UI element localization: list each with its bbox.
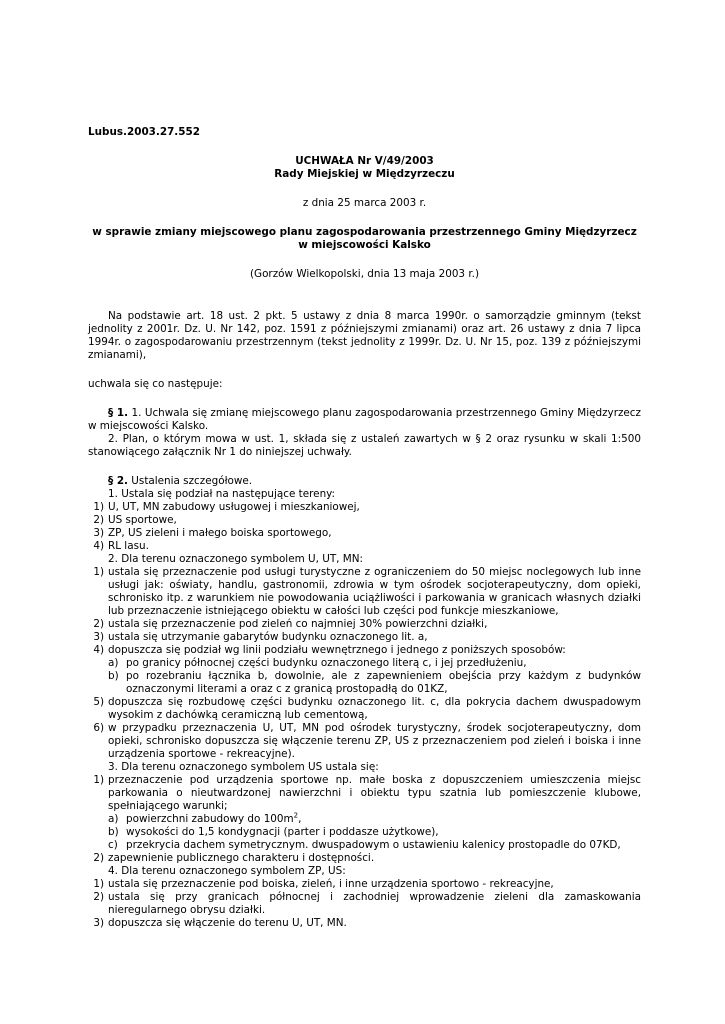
s2-u4: 4. Dla terenu oznaczonego symbolem ZP, US: bbox=[108, 865, 346, 877]
doc-title: UCHWAŁA Nr V/49/2003 bbox=[295, 155, 434, 167]
item-number: 3) bbox=[93, 917, 104, 929]
s2-u1: 1. Ustala się podział na następujące tereny: bbox=[108, 488, 336, 500]
list-subitem bbox=[88, 813, 641, 826]
item-number: 1) bbox=[93, 774, 104, 786]
list-subitem bbox=[88, 826, 641, 839]
list-item bbox=[88, 618, 641, 631]
list-item bbox=[88, 514, 641, 527]
section-1-mark: § 1. bbox=[108, 407, 129, 419]
item-text: w przypadku przeznaczenia U, UT, MN pod ośrodek turystyczny, środek socjoterapeutyczny, dom opieki, schronisko dopuszcza się włączenie terenu ZP, US z przeznaczeniem pod zieleń i boiska i inne urządzenia sportowe - rekreacyjne). bbox=[108, 722, 641, 760]
comma: , bbox=[298, 813, 302, 825]
item-number: 1) bbox=[93, 566, 104, 578]
section-1-p1 bbox=[88, 407, 641, 433]
item-number: 1) bbox=[93, 501, 104, 513]
item-letter: b) bbox=[108, 670, 119, 682]
item-text: po granicy północnej części budynku oznaczonego literą c, i jej przedłużeniu, bbox=[126, 657, 527, 669]
document-page bbox=[88, 126, 641, 930]
section-2-intro bbox=[88, 475, 641, 488]
list-item bbox=[88, 527, 641, 540]
list-item bbox=[88, 540, 641, 553]
item-text: po rozebraniu łącznika b, dowolnie, ale z zapewnieniem obejścia przy każdym z budynków oznaczonymi literami a oraz c z granicą prostopadłą do 01KZ, bbox=[126, 670, 641, 695]
superscript: 2 bbox=[293, 811, 299, 820]
list-item bbox=[88, 917, 641, 930]
s2-u2: 2. Dla terenu oznaczonego symbolem U, UT, MN: bbox=[108, 553, 364, 565]
section-1-p1-text: 1. Uchwala się zmianę miejscowego planu zagospodarowania przestrzennego Gminy Międzyrzecz w miejscowości Kalsko. bbox=[88, 407, 641, 432]
item-number: 6) bbox=[93, 722, 104, 734]
item-letter: b) bbox=[108, 826, 119, 838]
item-letter: c) bbox=[108, 839, 118, 851]
item-text: zapewnienie publicznego charakteru i dostępności. bbox=[108, 852, 375, 864]
resolves: uchwala się co następuje: bbox=[88, 378, 223, 390]
doc-council: Rady Miejskiej w Międzyrzeczu bbox=[274, 168, 455, 180]
list-subitem bbox=[88, 657, 641, 670]
list-item bbox=[88, 696, 641, 722]
item-number: 2) bbox=[93, 514, 104, 526]
list-item bbox=[88, 774, 641, 813]
section-2-intro-text: Ustalenia szczegółowe. bbox=[128, 475, 253, 487]
item-text: ustala się przeznaczenie pod zieleń co najmniej 30% powierzchni działki, bbox=[108, 618, 488, 630]
list-item bbox=[88, 566, 641, 618]
item-text: przeznaczenie pod urządzenia sportowe np. małe boska z dopuszczeniem umieszczenia miejsc parkowania o nieutwardzonej nawierzchni i obiektu typu szatnia lub pomieszczenie klubowe, spełniającego warunki; bbox=[108, 774, 641, 812]
list-item bbox=[88, 878, 641, 891]
item-number: 4) bbox=[93, 644, 104, 656]
list-subitem bbox=[88, 670, 641, 696]
item-text: ustala się przy granicach północnej i zachodniej wprowadzenie zieleni dla zamaskowania nieregularnego obrysu działki. bbox=[108, 891, 641, 916]
list-item bbox=[88, 852, 641, 865]
section-1-p2: 2. Plan, o którym mowa w ust. 1, składa się z ustaleń zawartych w § 2 oraz rysunku w skali 1:500 stanowiącego załącznik Nr 1 do niniejszej uchwały. bbox=[88, 433, 641, 458]
item-number: 5) bbox=[93, 696, 104, 708]
item-number: 2) bbox=[93, 618, 104, 630]
list-item bbox=[88, 891, 641, 917]
doc-date: z dnia 25 marca 2003 r. bbox=[302, 197, 427, 209]
item-text: przekrycia dachem symetrycznym. dwuspadowym o ustawieniu kalenicy prostopadle do 07KD, bbox=[126, 839, 621, 851]
doc-ref: Lubus.2003.27.552 bbox=[88, 126, 200, 138]
item-text: RL lasu. bbox=[108, 540, 149, 552]
item-text: powierzchni zabudowy do 100m bbox=[126, 813, 294, 825]
item-text: dopuszcza się rozbudowę części budynku oznaczonego lit. c, dla pokrycia dachem dwuspadowym wysokim z dachówką ceramiczną lub cementową, bbox=[108, 696, 641, 721]
item-number: 2) bbox=[93, 852, 104, 864]
doc-publication: (Gorzów Wielkopolski, dnia 13 maja 2003 r.) bbox=[249, 268, 480, 280]
item-number: 1) bbox=[93, 878, 104, 890]
list-item bbox=[88, 644, 641, 657]
list-item bbox=[88, 501, 641, 514]
item-letter: a) bbox=[108, 657, 119, 669]
item-letter: a) bbox=[108, 813, 119, 825]
item-text: dopuszcza się włączenie do terenu U, UT, MN. bbox=[108, 917, 347, 929]
doc-subject: w sprawie zmiany miejscowego planu zagospodarowania przestrzennego Gminy Międzyrzecz w miejscowości Kalsko bbox=[92, 226, 637, 251]
item-text: US sportowe, bbox=[108, 514, 177, 526]
item-text: wysokości do 1,5 kondygnacji (parter i poddasze użytkowe), bbox=[126, 826, 439, 838]
list-item bbox=[88, 722, 641, 761]
item-text: ustala się utrzymanie gabarytów budynku oznaczonego lit. a, bbox=[108, 631, 428, 643]
item-text: dopuszcza się podział wg linii podziału wewnętrznego i jednego z poniższych sposobów: bbox=[108, 644, 566, 656]
item-number: 3) bbox=[93, 527, 104, 539]
list-subitem bbox=[88, 839, 641, 852]
item-text: ustala się przeznaczenie pod boiska, zieleń, i inne urządzenia sportowo - rekreacyjne, bbox=[108, 878, 554, 890]
item-text: ZP, US zieleni i małego boiska sportowego, bbox=[108, 527, 332, 539]
item-text: U, UT, MN zabudowy usługowej i mieszkaniowej, bbox=[108, 501, 360, 513]
preamble: Na podstawie art. 18 ust. 2 pkt. 5 ustawy z dnia 8 marca 1990r. o samorządzie gminnym (tekst jednolity z 2001r. Dz. U. Nr 142, poz. 1591 z późniejszymi zmianami) oraz art. 26 ustawy z dnia 7 lipca 1994r. o zagospodarowaniu przestrzennym (tekst jednolity z 1999r. Dz. U. Nr 15, poz. 139 z późniejszymi zmianami), bbox=[88, 310, 641, 361]
list-item bbox=[88, 631, 641, 644]
item-number: 2) bbox=[93, 891, 104, 903]
item-number: 3) bbox=[93, 631, 104, 643]
s2-u3: 3. Dla terenu oznaczonego symbolem US ustala się: bbox=[108, 761, 379, 773]
item-text: ustala się przeznaczenie pod usługi turystyczne z ograniczeniem do 50 miejsc noclegowych lub inne usługi jak: oświaty, handlu, gastronomii, zdrowia w tym ośrodek socjoterapeutyczny, dom opieki, schronisko itp. z warunkiem nie powodowania uciążliwości i parkowania w granicach własnych działki lub przeznaczenie istniejącego obiektu w całości lub części pod funkcje mieszkaniowe, bbox=[108, 566, 641, 617]
section-2-mark: § 2. bbox=[108, 475, 128, 487]
item-number: 4) bbox=[93, 540, 104, 552]
